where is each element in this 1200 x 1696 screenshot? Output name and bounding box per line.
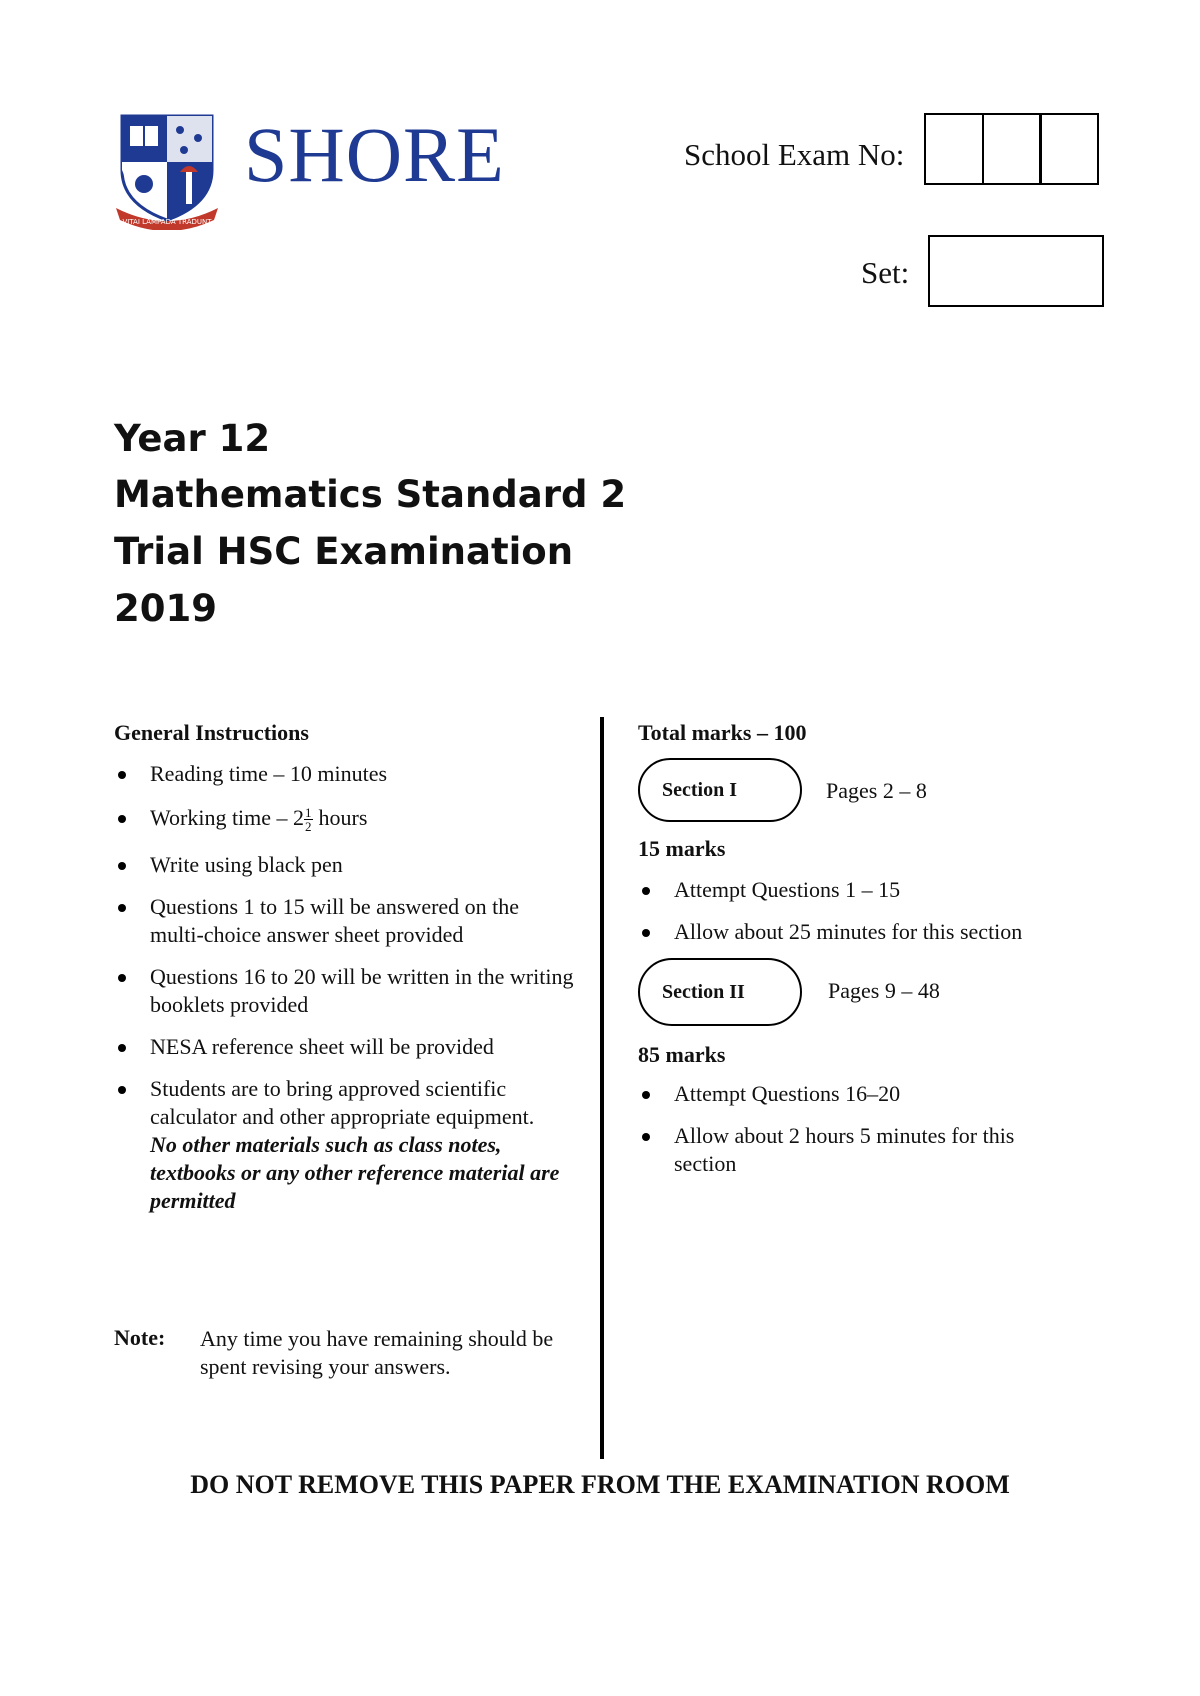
list-item: Reading time – 10 minutes <box>114 760 574 788</box>
bullet-icon <box>118 904 126 912</box>
school-crest-logo <box>114 112 220 230</box>
bullet-icon <box>118 1044 126 1052</box>
bullet-icon <box>642 929 650 937</box>
footer-warning: DO NOT REMOVE THIS PAPER FROM THE EXAMINATION ROOM <box>190 1470 1010 1499</box>
section-2-list <box>638 1080 1078 1178</box>
list-item: Allow about 2 hours 5 minutes for this section <box>638 1122 1078 1178</box>
general-instructions-list <box>114 760 574 1215</box>
section-2-label: Section II <box>638 958 802 1026</box>
list-item: Students are to bring approved scientific calculator and other appropriate equipment. No other materials such as class notes, textbooks or any other reference material are permitted <box>114 1075 574 1215</box>
bullet-icon <box>642 1133 650 1141</box>
list-item: Working time – 2 $\frac{1}{2}$ hours <box>114 804 574 833</box>
bullet-icon <box>118 862 126 870</box>
school-brand-name: SHORE <box>244 111 505 198</box>
title-exam: Trial HSC Examination <box>114 530 574 573</box>
svg-text:VITAI LAMPADA TRADUNT: VITAI LAMPADA TRADUNT <box>122 218 212 226</box>
note-label: Note: <box>114 1325 166 1350</box>
exam-no-box[interactable] <box>924 113 984 185</box>
set-label: Set: <box>861 255 910 290</box>
section-1-marks: 15 marks <box>638 836 726 861</box>
section-1-label: Section I <box>638 758 802 822</box>
section-1-pages: Pages 2 – 8 <box>826 778 927 803</box>
exam-no-box[interactable] <box>982 113 1042 185</box>
list-item: Questions 16 to 20 will be written in the writing booklets provided <box>114 963 574 1019</box>
note-text: Any time you have remaining should be spent revising your answers. <box>200 1326 554 1379</box>
section-2-marks: 85 marks <box>638 1042 726 1067</box>
general-instructions-heading: General Instructions <box>114 720 309 745</box>
list-item: NESA reference sheet will be provided <box>114 1033 574 1061</box>
list-item: Questions 1 to 15 will be answered on the multi-choice answer sheet provided <box>114 893 574 949</box>
total-marks: Total marks – 100 <box>638 720 807 745</box>
bullet-icon <box>642 887 650 895</box>
list-item: Attempt Questions 16–20 <box>638 1080 1078 1108</box>
bullet-icon <box>642 1091 650 1099</box>
emphasis-note: No other materials such as class notes, textbooks or any other reference material are permitted <box>150 1132 560 1214</box>
school-exam-no-label: School Exam No: <box>684 137 905 172</box>
column-divider <box>600 717 604 1459</box>
title-year-number: 2019 <box>114 587 217 630</box>
title-year: Year 12 <box>114 417 271 460</box>
title-course: Mathematics Standard 2 <box>114 473 627 516</box>
list-item: Attempt Questions 1 – 15 <box>638 876 1078 904</box>
school-exam-no-boxes[interactable] <box>924 113 1099 185</box>
section-2-pages: Pages 9 – 48 <box>828 978 940 1003</box>
exam-no-box[interactable] <box>1039 113 1099 185</box>
section-1-list <box>638 876 1078 946</box>
set-box[interactable] <box>928 235 1104 307</box>
bullet-icon <box>118 815 126 823</box>
list-item: Write using black pen <box>114 851 574 879</box>
fraction: $\frac{1}{2}$ <box>305 805 312 835</box>
list-item: Allow about 25 minutes for this section <box>638 918 1078 946</box>
bullet-icon <box>118 1086 126 1094</box>
bullet-icon <box>118 974 126 982</box>
bullet-icon <box>118 771 126 779</box>
